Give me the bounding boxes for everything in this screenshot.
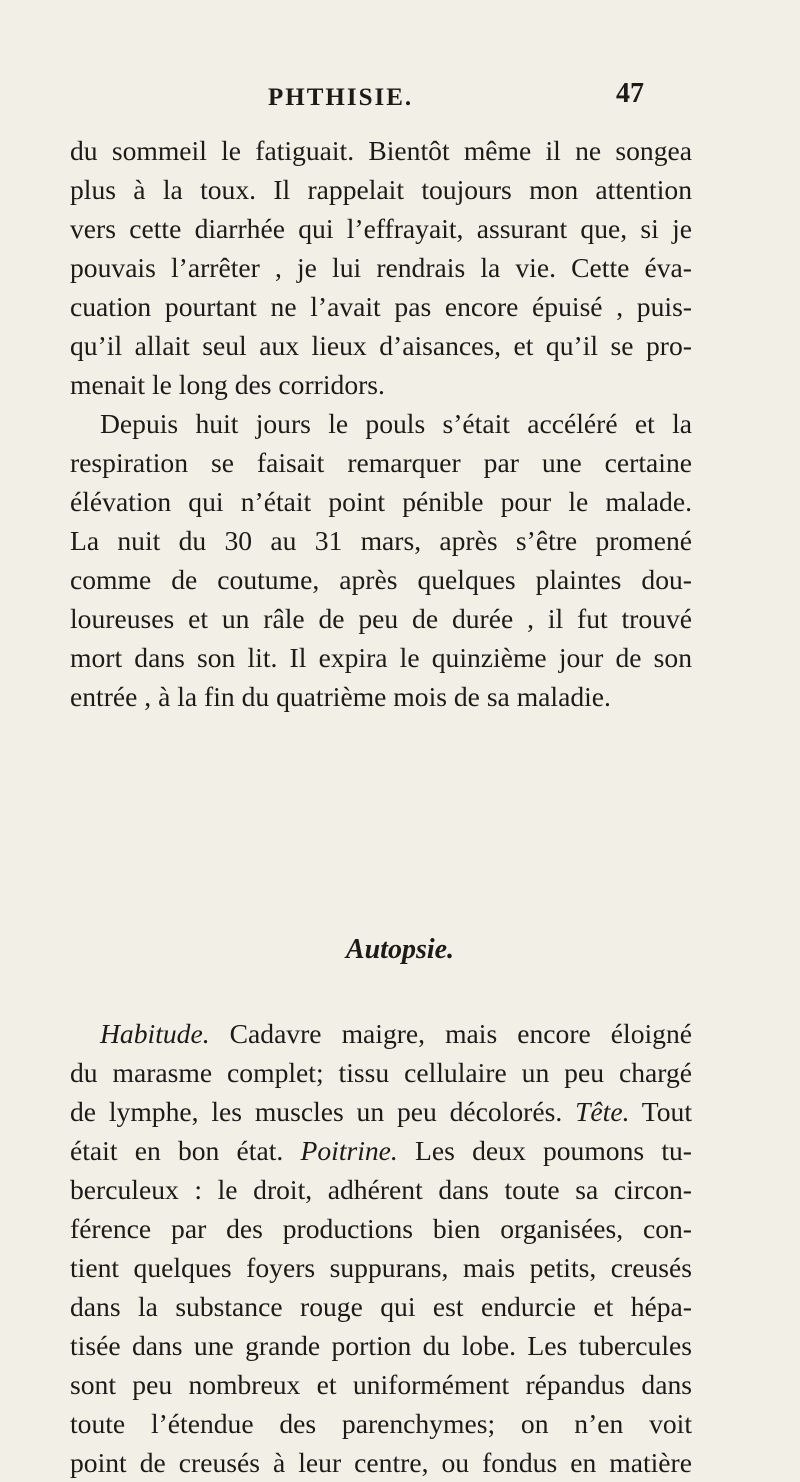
text-line: tisée dans une grande portion du lobe. Les tubercules — [70, 1330, 692, 1361]
text-line: point de creusés à leur centre, ou fondus en matière — [70, 1447, 692, 1478]
page-number: 47 — [616, 78, 644, 109]
text-line: vers cette diarrhée qui l’effrayait, assurant que, si je — [70, 213, 692, 244]
label-poitrine: Poitrine. — [300, 1135, 398, 1166]
text-line: tient quelques foyers suppurans, mais petits, creusés — [70, 1252, 692, 1283]
label-habitude: Habitude. — [100, 1018, 210, 1049]
text-block-bottom — [70, 1014, 692, 1482]
text-line: sont peu nombreux et uniformément répandus dans — [70, 1369, 692, 1400]
text-line — [70, 1131, 692, 1170]
text-run: Tout — [629, 1096, 692, 1127]
text-line: toute l’étendue des parenchymes; on n’en voit — [70, 1408, 692, 1439]
text-line: élévation qui n’était point pénible pour le malade. — [70, 486, 692, 517]
section-heading: Autopsie. — [345, 934, 455, 965]
text-line — [70, 1014, 692, 1053]
text-line: respiration se faisait remarquer par une certaine — [70, 447, 692, 478]
text-line: férence par des productions bien organisées, con- — [70, 1213, 692, 1244]
text-line: qu’il allait seul aux lieux d’aisances, et qu’il se pro- — [70, 330, 692, 361]
text-line: Depuis huit jours le pouls s’était accéléré et la — [100, 408, 692, 439]
label-tete: Tête. — [575, 1096, 630, 1127]
text-run: était en bon état. — [70, 1135, 301, 1166]
text-line: plus à la toux. Il rappelait toujours mon attention — [70, 174, 692, 205]
text-line: loureuses et un râle de peu de durée , il fut trouvé — [70, 603, 692, 634]
running-title: PHTHISIE. — [268, 84, 414, 111]
text-line — [70, 1092, 692, 1131]
text-line: pouvais l’arrêter , je lui rendrais la vie. Cette éva- — [70, 252, 692, 283]
text-line: mort dans son lit. Il expira le quinzième jour de son — [70, 642, 692, 673]
text-run: Les deux poumons tu- — [397, 1135, 692, 1166]
page-header — [0, 78, 800, 118]
text-run: Cadavre maigre, mais encore éloigné — [209, 1018, 692, 1049]
text-line: cuation pourtant ne l’avait pas encore épuisé , puis- — [70, 291, 692, 322]
text-line: La nuit du 30 au 31 mars, après s’être promené — [70, 525, 692, 556]
text-line: du marasme complet; tissu cellulaire un peu chargé — [70, 1057, 692, 1088]
text-block-top — [70, 131, 692, 716]
text-line: entrée , à la fin du quatrième mois de sa maladie. — [70, 681, 611, 712]
text-run: de lymphe, les muscles un peu décolorés. — [70, 1096, 576, 1127]
text-line: dans la substance rouge qui est endurcie et hépa- — [70, 1291, 692, 1322]
text-line: berculeux : le droit, adhérent dans toute sa circon- — [70, 1174, 692, 1205]
text-line: du sommeil le fatiguait. Bientôt même il ne songea — [70, 135, 692, 166]
text-line: menait le long des corridors. — [70, 369, 385, 400]
text-line: comme de coutume, après quelques plaintes dou- — [70, 564, 692, 595]
